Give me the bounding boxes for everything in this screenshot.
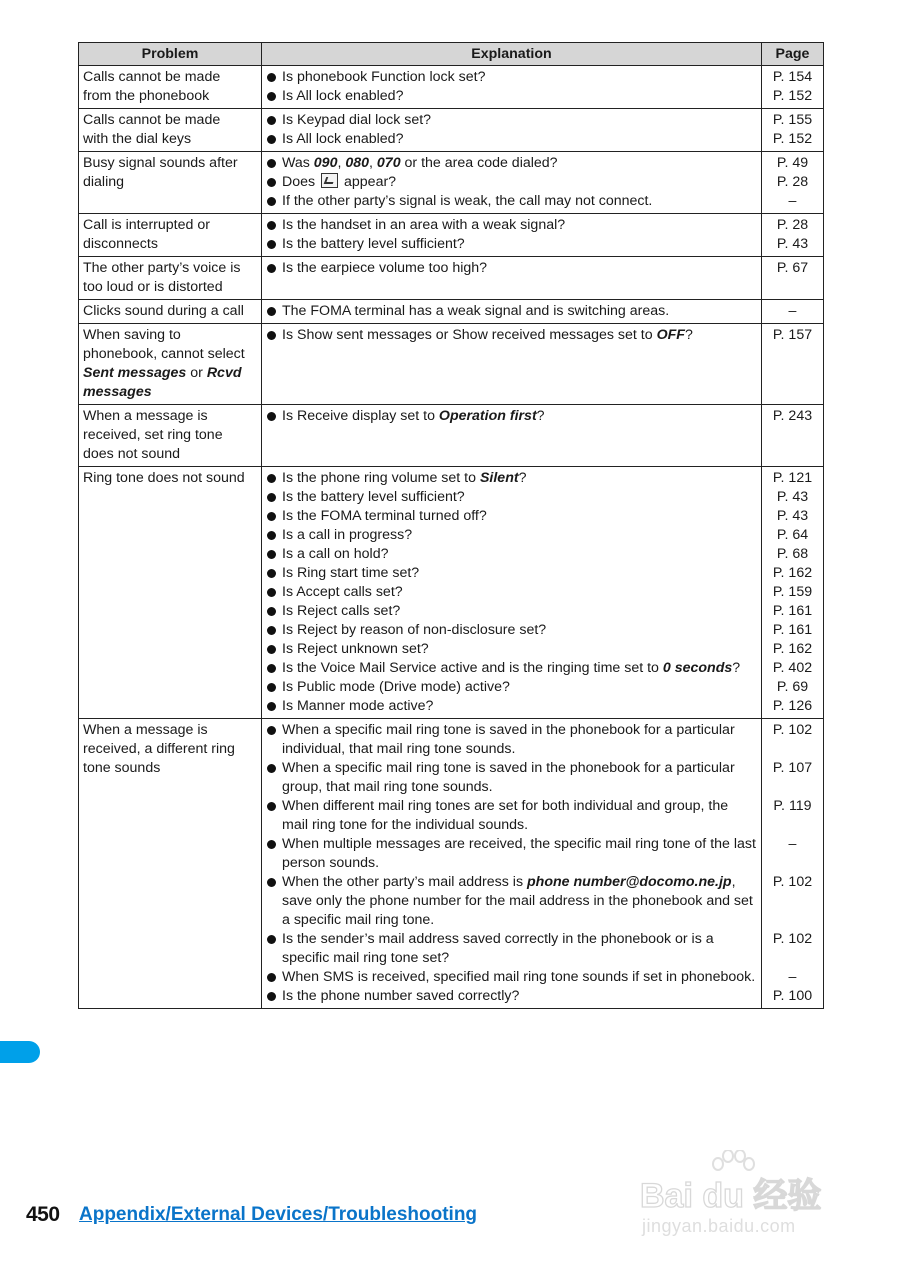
page-ref-cell: P. 121 P. 43 P. 43 P. 64 P. 68 P. 162 P. 159 P. 161 P. 161 P. 162 P. 402 P. 69 P. 126 bbox=[762, 467, 824, 719]
explanation-cell bbox=[262, 467, 762, 719]
table-body bbox=[79, 66, 824, 1009]
bullet-item bbox=[266, 87, 757, 106]
side-index-tab bbox=[0, 1041, 40, 1063]
explanation-cell bbox=[262, 719, 762, 1009]
page-ref-cell: P. 243 bbox=[762, 405, 824, 467]
text-segment: Is All lock enabled? bbox=[282, 131, 404, 147]
bullet-item bbox=[266, 216, 757, 235]
page-ref-cell: P. 49 P. 28 – bbox=[762, 152, 824, 214]
bullet-item bbox=[266, 930, 757, 968]
bullet-item bbox=[266, 583, 757, 602]
bullet-item bbox=[266, 564, 757, 583]
problem-cell: Calls cannot be made from the phonebook bbox=[79, 66, 262, 109]
table-row bbox=[79, 109, 824, 152]
table-row bbox=[79, 152, 824, 214]
page-ref-cell: P. 67 bbox=[762, 257, 824, 300]
text-segment: Is the FOMA terminal turned off? bbox=[282, 508, 487, 524]
problem-cell: Clicks sound during a call bbox=[79, 300, 262, 324]
explanation-cell bbox=[262, 324, 762, 405]
table-header-row bbox=[79, 43, 824, 66]
table-row bbox=[79, 257, 824, 300]
emphasis-text: Rcvd messages bbox=[83, 365, 242, 400]
emphasis-text: 070 bbox=[376, 155, 401, 171]
text-segment: The FOMA terminal has a weak signal and is switching areas. bbox=[282, 303, 670, 319]
signal-mark-icon bbox=[321, 173, 338, 188]
table-row bbox=[79, 214, 824, 257]
text-segment: Is Ring start time set? bbox=[282, 565, 420, 581]
text-segment: Is the Voice Mail Service active and is the ringing time set to bbox=[282, 660, 663, 676]
problem-cell bbox=[79, 324, 262, 405]
page-ref-cell: – bbox=[762, 300, 824, 324]
problem-cell: The other party’s voice is too loud or is distorted bbox=[79, 257, 262, 300]
problem-cell: Calls cannot be made with the dial keys bbox=[79, 109, 262, 152]
table-row bbox=[79, 300, 824, 324]
watermark-brand: Bai du 经验 bbox=[640, 1177, 822, 1215]
bullet-item bbox=[266, 545, 757, 564]
bullet-item bbox=[266, 259, 757, 278]
text-segment: Is the sender’s mail address saved correctly in the phonebook or is a specific mail ring tone set? bbox=[282, 931, 714, 966]
text-segment: Is the battery level sufficient? bbox=[282, 236, 465, 252]
header-explanation: Explanation bbox=[262, 43, 762, 66]
bullet-item bbox=[266, 602, 757, 621]
text-segment: or the area code dialed? bbox=[400, 155, 558, 171]
text-segment: Is a call in progress? bbox=[282, 527, 413, 543]
page-ref-cell: P. 155 P. 152 bbox=[762, 109, 824, 152]
bullet-item bbox=[266, 797, 757, 835]
bullet-item bbox=[266, 697, 757, 716]
text-segment: Is Reject unknown set? bbox=[282, 641, 429, 657]
explanation-cell bbox=[262, 152, 762, 214]
table-row bbox=[79, 66, 824, 109]
section-link[interactable]: Appendix/External Devices/Troubleshooting bbox=[79, 1204, 478, 1225]
bullet-item bbox=[266, 835, 757, 873]
emphasis-text: 080 bbox=[345, 155, 370, 171]
text-segment: , save only the phone number for the mail address in the phonebook and set a specific mail ring tone. bbox=[282, 874, 753, 928]
text-segment: appear? bbox=[340, 174, 397, 190]
text-segment: When a specific mail ring tone is saved in the phonebook for a particular individual, that mail ring tone sounds. bbox=[282, 722, 735, 757]
bullet-item bbox=[266, 621, 757, 640]
text-segment: ? bbox=[518, 470, 527, 486]
text-segment: When a specific mail ring tone is saved in the phonebook for a particular group, that mail ring tone sounds. bbox=[282, 760, 735, 795]
text-segment: Is the earpiece volume too high? bbox=[282, 260, 488, 276]
text-segment: When SMS is received, specified mail ring tone sounds if set in phonebook. bbox=[282, 969, 756, 985]
bullet-item bbox=[266, 759, 757, 797]
emphasis-text: phone number@docomo.ne.jp bbox=[526, 874, 732, 890]
page-ref-cell: P. 102 P. 107 P. 119 – P. 102 P. 102 – P. 100 bbox=[762, 719, 824, 1009]
watermark-url: jingyan.baidu.com bbox=[642, 1216, 796, 1236]
problem-cell: When a message is received, a different ring tone sounds bbox=[79, 719, 262, 1009]
text-segment: When different mail ring tones are set for both individual and group, the mail ring tone for the individual sounds. bbox=[282, 798, 729, 833]
explanation-cell bbox=[262, 257, 762, 300]
text-segment: If the other party’s signal is weak, the call may not connect. bbox=[282, 193, 653, 209]
text-segment: ? bbox=[684, 327, 693, 343]
text-segment: Does bbox=[282, 174, 320, 190]
page-number: 450 bbox=[26, 1203, 60, 1226]
text-segment: Is Receive display set to bbox=[282, 408, 439, 424]
bullet-item bbox=[266, 659, 757, 678]
bullet-item bbox=[266, 130, 757, 149]
explanation-cell bbox=[262, 66, 762, 109]
text-segment: Is Accept calls set? bbox=[282, 584, 403, 600]
watermark bbox=[640, 1150, 860, 1245]
text-segment: When saving to phonebook, cannot select bbox=[83, 327, 245, 362]
page-ref-cell: P. 154 P. 152 bbox=[762, 66, 824, 109]
text-segment: Is the phone ring volume set to bbox=[282, 470, 480, 486]
bullet-item bbox=[266, 678, 757, 697]
text-segment: Is the handset in an area with a weak signal? bbox=[282, 217, 566, 233]
text-segment: When the other party’s mail address is bbox=[282, 874, 527, 890]
bullet-item bbox=[266, 507, 757, 526]
bullet-item bbox=[266, 154, 757, 173]
text-segment: ? bbox=[536, 408, 545, 424]
bullet-item bbox=[266, 68, 757, 87]
text-segment: or bbox=[186, 365, 207, 381]
text-segment: Is the battery level sufficient? bbox=[282, 489, 465, 505]
text-segment: Is a call on hold? bbox=[282, 546, 389, 562]
emphasis-text: Operation first bbox=[438, 408, 537, 424]
table-row bbox=[79, 405, 824, 467]
header-problem: Problem bbox=[79, 43, 262, 66]
explanation-cell bbox=[262, 214, 762, 257]
emphasis-text: Silent bbox=[479, 470, 519, 486]
bullet-item bbox=[266, 407, 757, 426]
troubleshooting-table bbox=[78, 42, 824, 1009]
bullet-item bbox=[266, 987, 757, 1006]
page-ref-cell: P. 157 bbox=[762, 324, 824, 405]
problem-cell: Call is interrupted or disconnects bbox=[79, 214, 262, 257]
bullet-item bbox=[266, 173, 757, 192]
text-segment: Is Reject calls set? bbox=[282, 603, 401, 619]
bullet-item bbox=[266, 111, 757, 130]
text-segment: Was bbox=[282, 155, 314, 171]
page-ref-cell: P. 28 P. 43 bbox=[762, 214, 824, 257]
text-segment: Is the phone number saved correctly? bbox=[282, 988, 520, 1004]
text-segment: ? bbox=[732, 660, 741, 676]
table-row bbox=[79, 719, 824, 1009]
text-segment: Is Public mode (Drive mode) active? bbox=[282, 679, 510, 695]
table-row bbox=[79, 324, 824, 405]
problem-cell: Ring tone does not sound bbox=[79, 467, 262, 719]
emphasis-text: 0 seconds bbox=[662, 660, 733, 676]
text-segment: Is Keypad dial lock set? bbox=[282, 112, 432, 128]
bullet-item bbox=[266, 235, 757, 254]
bullet-item bbox=[266, 488, 757, 507]
text-segment: Is phonebook Function lock set? bbox=[282, 69, 486, 85]
problem-cell: Busy signal sounds after dialing bbox=[79, 152, 262, 214]
table-row bbox=[79, 467, 824, 719]
bullet-item bbox=[266, 640, 757, 659]
text-segment: Is All lock enabled? bbox=[282, 88, 404, 104]
emphasis-text: OFF bbox=[656, 327, 685, 343]
emphasis-text: Sent messages bbox=[83, 365, 187, 381]
text-segment: When multiple messages are received, the specific mail ring tone of the last person sounds. bbox=[282, 836, 756, 871]
text-segment: , bbox=[337, 155, 346, 171]
bullet-item bbox=[266, 302, 757, 321]
bullet-item bbox=[266, 326, 757, 345]
emphasis-text: 090 bbox=[313, 155, 338, 171]
bullet-item bbox=[266, 526, 757, 545]
explanation-cell bbox=[262, 405, 762, 467]
bullet-item bbox=[266, 469, 757, 488]
text-segment: Is Reject by reason of non-disclosure set? bbox=[282, 622, 547, 638]
bullet-item bbox=[266, 968, 757, 987]
text-segment: , bbox=[369, 155, 377, 171]
bullet-item bbox=[266, 721, 757, 759]
explanation-cell bbox=[262, 300, 762, 324]
bullet-item bbox=[266, 873, 757, 930]
bullet-item bbox=[266, 192, 757, 211]
header-page: Page bbox=[762, 43, 824, 66]
text-segment: Is Show sent messages or Show received messages set to bbox=[282, 327, 657, 343]
explanation-cell bbox=[262, 109, 762, 152]
text-segment: Is Manner mode active? bbox=[282, 698, 434, 714]
problem-cell: When a message is received, set ring tone does not sound bbox=[79, 405, 262, 467]
